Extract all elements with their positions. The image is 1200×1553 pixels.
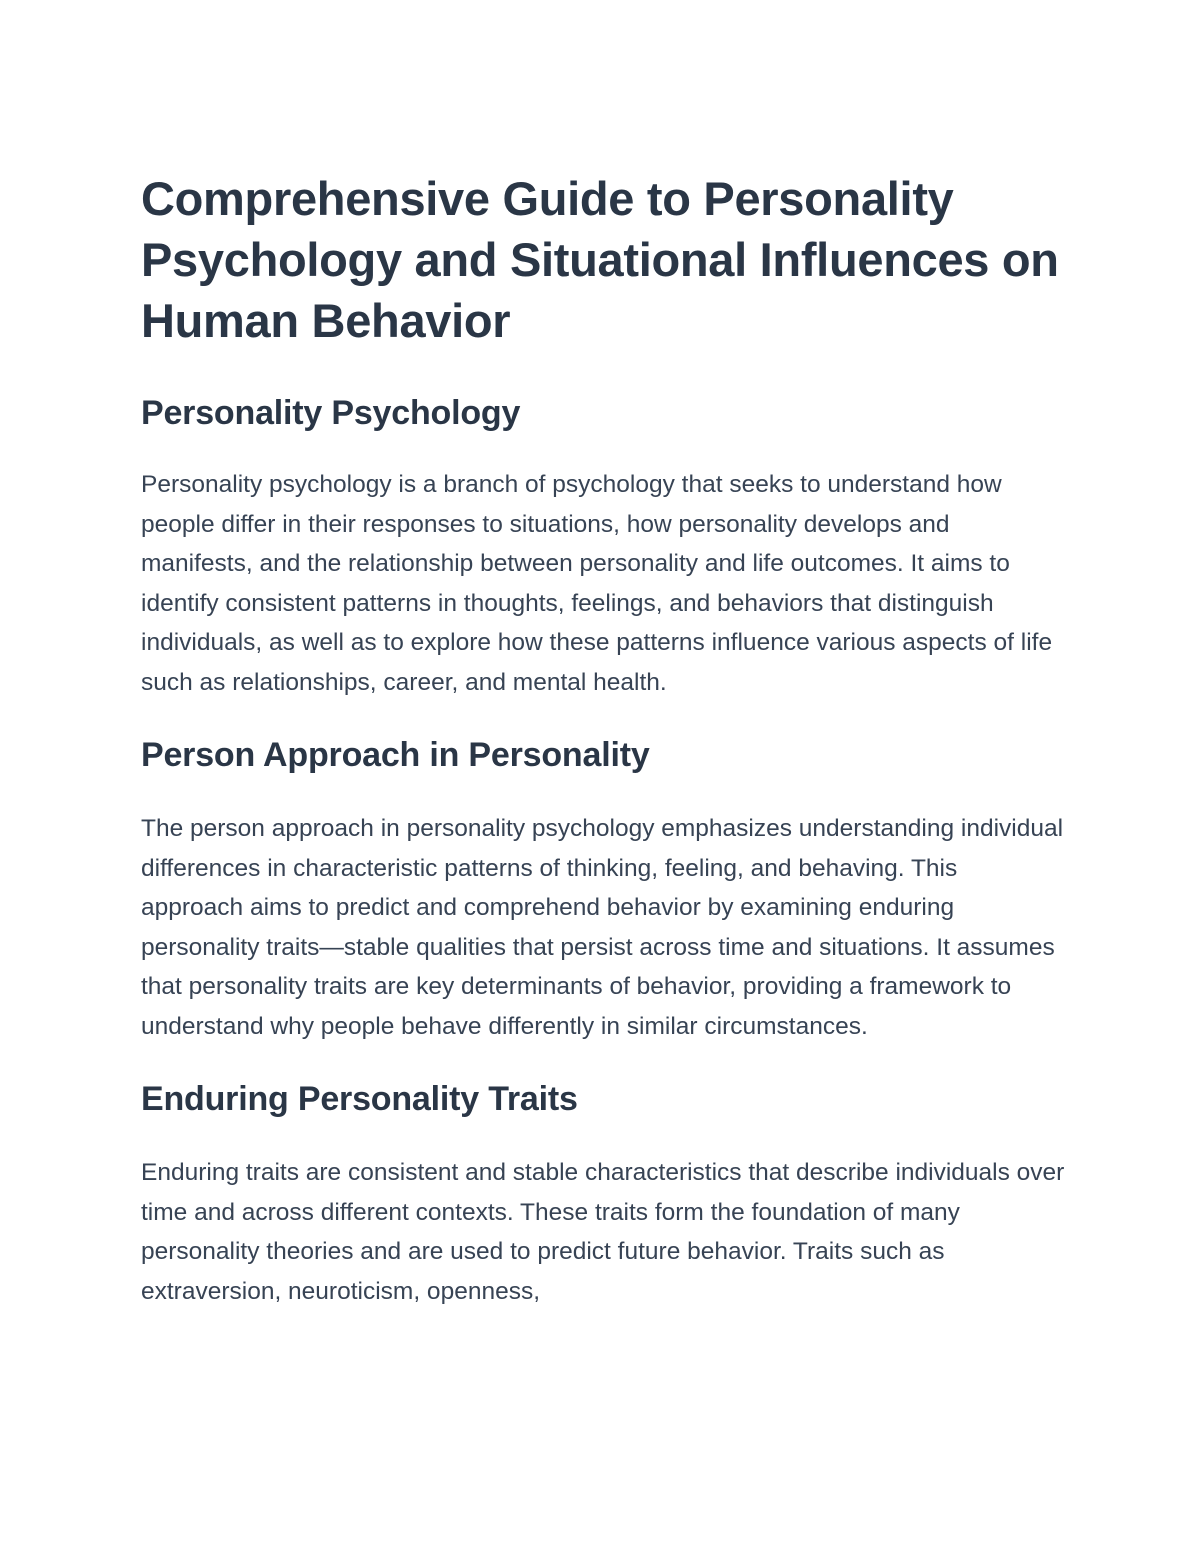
section-heading-person-approach: Person Approach in Personality [141, 736, 650, 774]
document-title: Comprehensive Guide to Personality Psychology and Situational Influences on Human Behavior [141, 172, 1059, 347]
section-heading-enduring-traits: Enduring Personality Traits [141, 1080, 578, 1118]
section-body-person-approach: The person approach in personality psychology emphasizes understanding individual differences in characteristic patterns of thinking, feeling, and behaving. This approach aims to predict and comprehend behavior by examining enduring personality traits—stable qualities that persist across time and situations. It assumes that personality traits are key determinants of behavior, providing a framework to understand why people behave differently in similar circumstances. [141, 815, 1064, 1040]
section-heading-personality-psychology: Personality Psychology [141, 394, 521, 432]
document-page [141, 168, 1066, 1311]
section-body-personality-psychology: Personality psychology is a branch of psychology that seeks to understand how people differ in their responses to situations, how personality develops and manifests, and the relationship between personality and life outcomes. It aims to identify consistent patterns in thoughts, feelings, and behaviors that distinguish individuals, as well as to explore how these patterns influence various aspects of life such as relationships, career, and mental health. [141, 471, 1053, 696]
section-body-enduring-traits: Enduring traits are consistent and stable characteristics that describe individuals over time and across different contexts. These traits form the foundation of many personality theories and are used to predict future behavior. Traits such as extraversion, neuroticism, openness, [141, 1159, 1065, 1305]
